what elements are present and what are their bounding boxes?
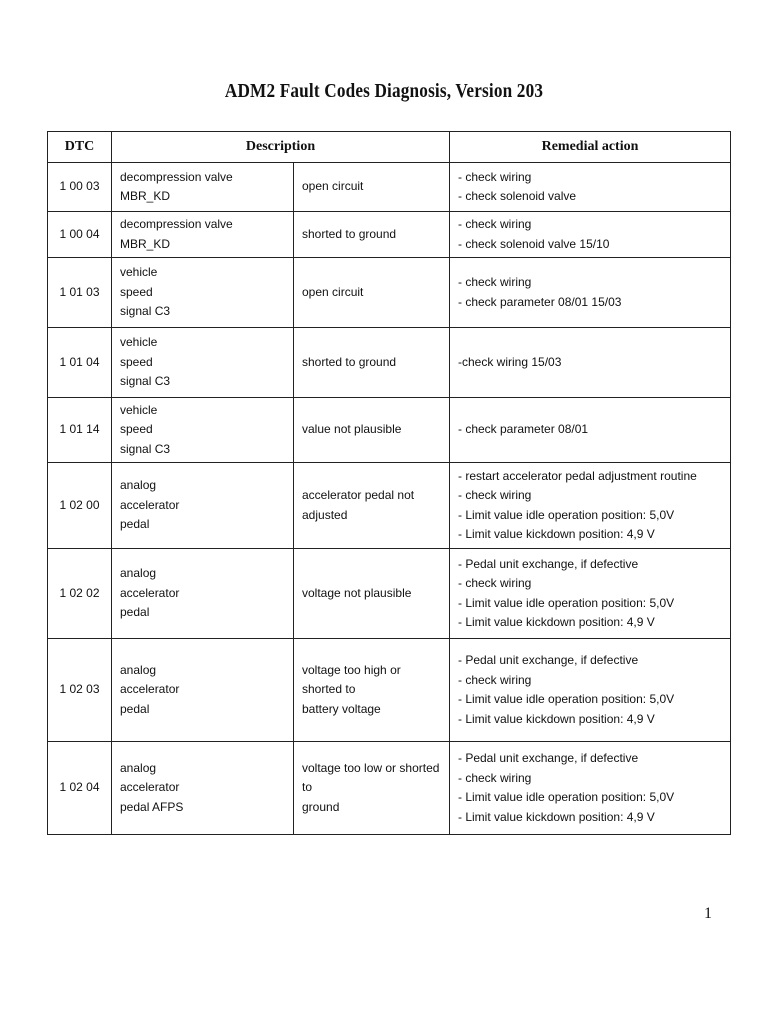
remedial-action-cell [450, 163, 731, 212]
component-cell [112, 463, 294, 549]
condition-text: voltage not plausible [302, 585, 412, 600]
condition-cell [294, 549, 450, 639]
remedial-action-text: - check parameter 08/01 [458, 422, 589, 437]
component-cell [112, 549, 294, 639]
remedial-action-cell [450, 212, 731, 258]
condition-cell [294, 212, 450, 258]
remedial-action-cell [450, 398, 731, 463]
component-cell [112, 328, 294, 398]
condition-cell [294, 258, 450, 328]
remedial-action-cell [450, 639, 731, 742]
table-body [48, 163, 731, 835]
condition-text: shorted to ground [302, 354, 397, 369]
condition-cell [294, 328, 450, 398]
component-text: vehicle speed signal C3 [120, 402, 171, 456]
component-text: vehicle speed signal C3 [120, 335, 171, 389]
table-row [48, 398, 731, 463]
condition-text: open circuit [302, 284, 364, 299]
component-cell [112, 258, 294, 328]
dtc-code-text: 1 01 14 [59, 422, 100, 437]
dtc-code-cell [48, 549, 112, 639]
component-text: vehicle speed signal C3 [120, 265, 171, 319]
dtc-code-cell [48, 742, 112, 835]
component-text: decompression valve MBR_KD [120, 217, 233, 251]
remedial-action-text: - Pedal unit exchange, if defective - check wiring - Limit value idle operation position: 5,0V - Limit value kickdown position: 4,9 V [458, 653, 675, 726]
dtc-code-cell [48, 398, 112, 463]
condition-text: voltage too high or shorted to battery voltage [302, 662, 401, 716]
header-description: Description [112, 132, 450, 163]
dtc-code-cell [48, 258, 112, 328]
fault-code-table [47, 131, 731, 835]
header-dtc: DTC [48, 132, 112, 163]
table-row [48, 212, 731, 258]
remedial-action-cell [450, 742, 731, 835]
table-row [48, 328, 731, 398]
condition-cell [294, 639, 450, 742]
page-number: 1 [704, 905, 712, 922]
dtc-code-cell [48, 463, 112, 549]
table-header-row [48, 132, 731, 163]
remedial-action-text: - check wiring - check parameter 08/01 15/03 [458, 275, 622, 309]
component-text: analog accelerator pedal AFPS [120, 760, 184, 814]
table-row [48, 742, 731, 835]
page-title: ADM2 Fault Codes Diagnosis, Version 203 [224, 80, 544, 102]
header-remedial-action: Remedial action [450, 132, 731, 163]
condition-cell [294, 398, 450, 463]
component-text: decompression valve MBR_KD [120, 169, 233, 203]
remedial-action-cell [450, 463, 731, 549]
component-text: analog accelerator pedal [120, 566, 180, 620]
component-cell [112, 163, 294, 212]
condition-cell [294, 742, 450, 835]
dtc-code-text: 1 02 02 [59, 585, 100, 600]
dtc-code-cell [48, 639, 112, 742]
dtc-code-cell [48, 163, 112, 212]
dtc-code-text: 1 00 04 [59, 226, 100, 241]
condition-text: shorted to ground [302, 226, 397, 241]
component-text: analog accelerator pedal [120, 662, 180, 716]
dtc-code-text: 1 01 04 [59, 354, 100, 369]
table-row [48, 639, 731, 742]
component-text: analog accelerator pedal [120, 478, 180, 532]
dtc-code-text: 1 00 03 [59, 179, 100, 194]
condition-text: voltage too low or shorted to ground [302, 760, 440, 814]
dtc-code-cell [48, 328, 112, 398]
table-row [48, 463, 731, 549]
table-row [48, 163, 731, 212]
dtc-code-text: 1 02 00 [59, 497, 100, 512]
remedial-action-text: -check wiring 15/03 [458, 354, 562, 369]
dtc-code-text: 1 02 03 [59, 682, 100, 697]
remedial-action-cell [450, 549, 731, 639]
condition-cell [294, 163, 450, 212]
dtc-code-cell [48, 212, 112, 258]
remedial-action-text: - check wiring - check solenoid valve 15/10 [458, 217, 610, 251]
condition-text: open circuit [302, 179, 364, 194]
component-cell [112, 398, 294, 463]
remedial-action-cell [450, 328, 731, 398]
table-row [48, 549, 731, 639]
condition-cell [294, 463, 450, 549]
condition-text: value not plausible [302, 422, 402, 437]
remedial-action-text: - Pedal unit exchange, if defective - check wiring - Limit value idle operation position: 5,0V - Limit value kickdown position: 4,9 V [458, 556, 675, 629]
component-cell [112, 742, 294, 835]
remedial-action-cell [450, 258, 731, 328]
remedial-action-text: - Pedal unit exchange, if defective - check wiring - Limit value idle operation position: 5,0V - Limit value kickdown position: 4,9 V [458, 751, 675, 824]
component-cell [112, 639, 294, 742]
table-row [48, 258, 731, 328]
remedial-action-text: - check wiring - check solenoid valve [458, 169, 577, 203]
condition-text: accelerator pedal not adjusted [302, 488, 415, 522]
dtc-code-text: 1 01 03 [59, 284, 100, 299]
dtc-code-text: 1 02 04 [59, 780, 100, 795]
component-cell [112, 212, 294, 258]
remedial-action-text: - restart accelerator pedal adjustment routine - check wiring - Limit value idle operation position: 5,0V - Limit value kickdown position: 4,9 V [458, 468, 697, 541]
